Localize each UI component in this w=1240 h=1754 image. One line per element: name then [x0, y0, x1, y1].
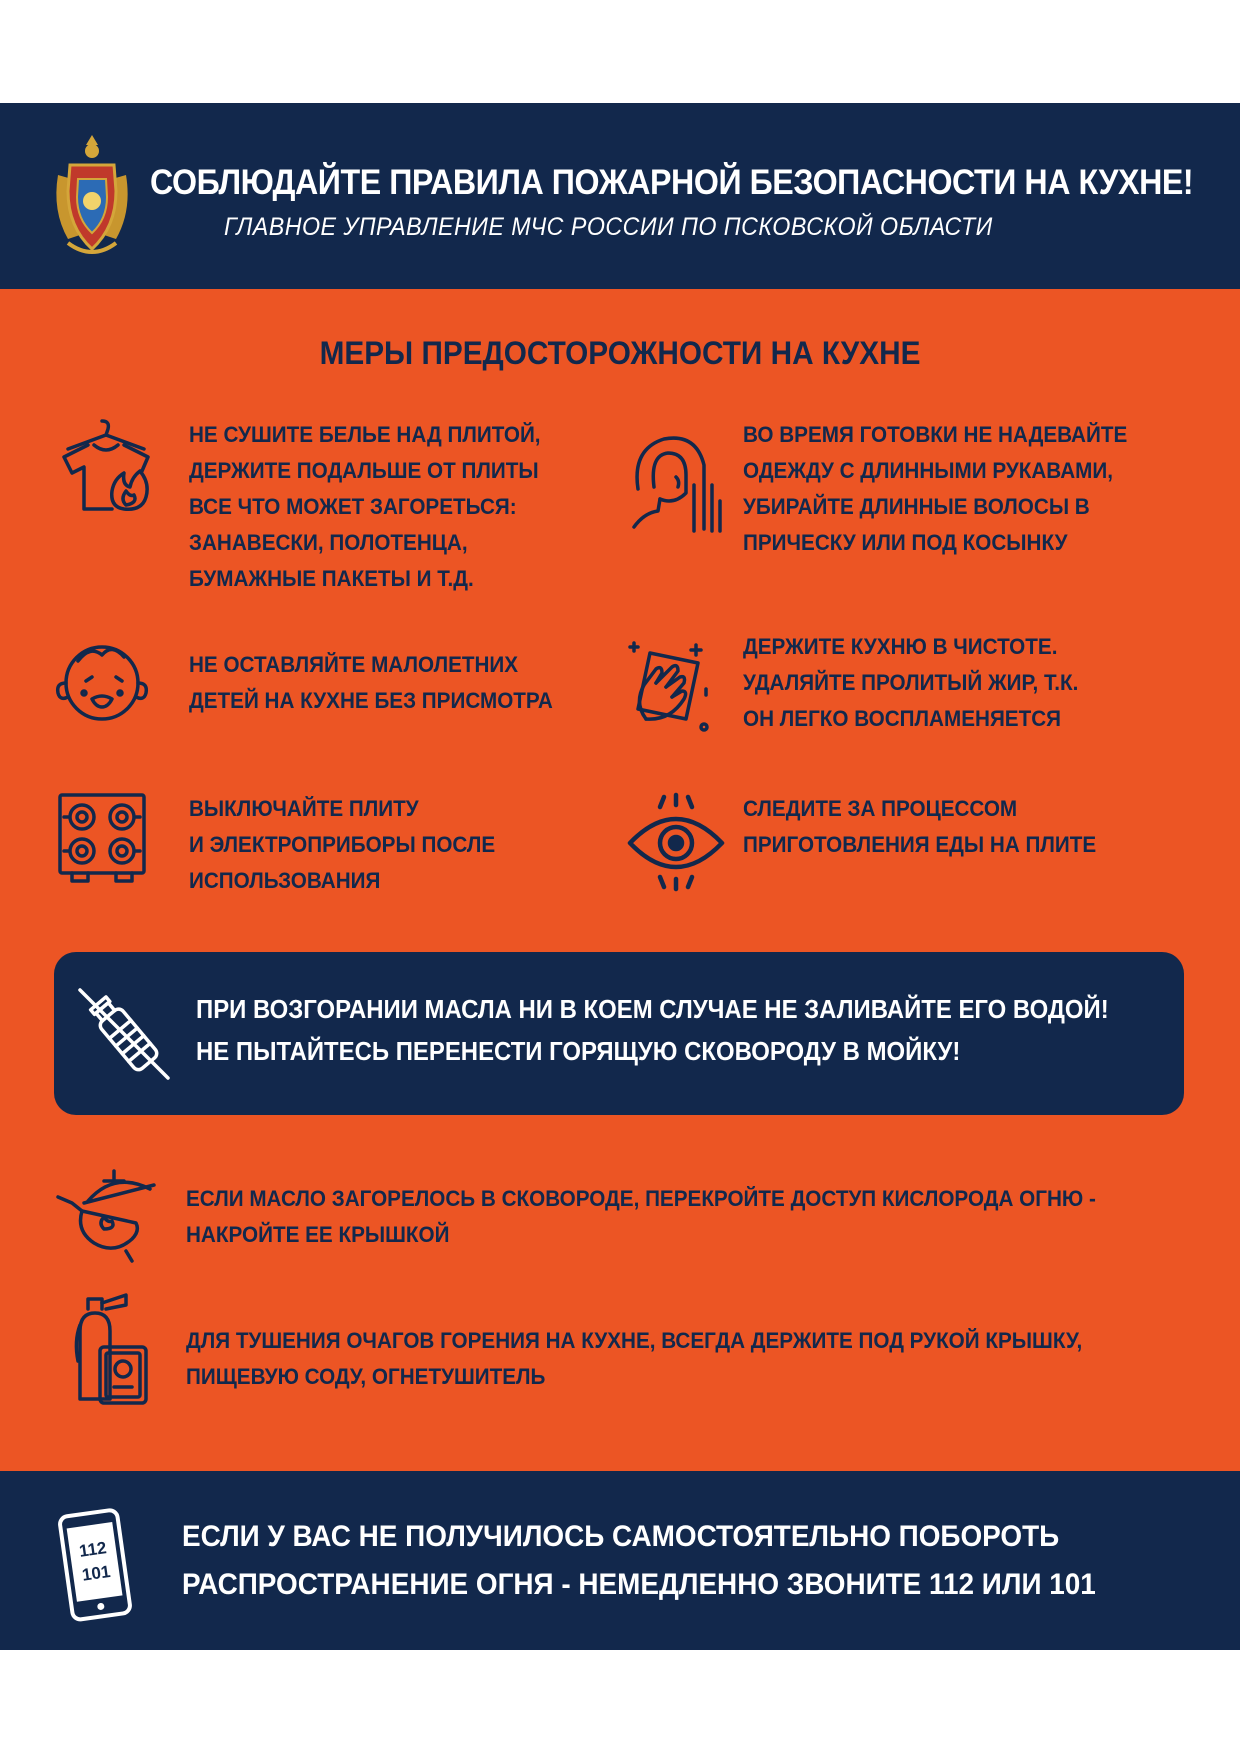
mchs-emblem-icon	[50, 131, 134, 263]
long-hair-icon	[624, 429, 728, 533]
tip-cover-pan: ЕСЛИ МАСЛО ЗАГОРЕЛОСЬ В СКОВОРОДЕ, ПЕРЕКРОЙТЕ ДОСТУП КИСЛОРОДА ОГНЮ - НАКРОЙТЕ ЕЕ КРЫШКОЙ	[186, 1186, 1096, 1247]
item-drying-clothes: НЕ СУШИТЕ БЕЛЬЕ НАД ПЛИТОЙ, ДЕРЖИТЕ ПОДАЛЬШЕ ОТ ПЛИТЫ ВСЕ ЧТО МОЖЕТ ЗАГОРЕТЬСЯ: ЗАНАВЕСКИ, ПОЛОТЕНЦА, БУМАЖНЫЕ ПАКЕТЫ И Т.Д.	[189, 422, 541, 591]
section-title: МЕРЫ ПРЕДОСТОРОЖНОСТИ НА КУХНЕ	[319, 335, 921, 371]
child-face-icon	[54, 637, 150, 727]
page-subtitle: ГЛАВНОЕ УПРАВЛЕНИЕ МЧС РОССИИ ПО ПСКОВСКОЙ ОБЛАСТИ	[224, 213, 993, 241]
item-clean-kitchen: ДЕРЖИТЕ КУХНЮ В ЧИСТОТЕ. УДАЛЯЙТЕ ПРОЛИТЫЙ ЖИР, Т.К. ОН ЛЕГКО ВОСПЛАМЕНЯЕТСЯ	[743, 634, 1079, 731]
phone-icon	[52, 1507, 136, 1623]
main-panel	[0, 289, 1240, 1471]
item-children: НЕ ОСТАВЛЯЙТЕ МАЛОЛЕТНИХ ДЕТЕЙ НА КУХНЕ БЕЗ ПРИСМОТРА	[189, 652, 553, 713]
page-title: СОБЛЮДАЙТЕ ПРАВИЛА ПОЖАРНОЙ БЕЗОПАСНОСТИ НА КУХНЕ!	[150, 163, 1194, 202]
no-water-bottle-icon	[74, 984, 174, 1084]
item-turn-off-stove: ВЫКЛЮЧАЙТЕ ПЛИТУ И ЭЛЕКТРОПРИБОРЫ ПОСЛЕ ИСПОЛЬЗОВАНИЯ	[189, 796, 496, 893]
stove-icon	[56, 791, 148, 885]
warning-box	[54, 952, 1184, 1115]
phone-number-101: 101	[80, 1561, 112, 1585]
tip-keep-extinguisher: ДЛЯ ТУШЕНИЯ ОЧАГОВ ГОРЕНИЯ НА КУХНЕ, ВСЕГДА ДЕРЖИТЕ ПОД РУКОЙ КРЫШКУ, ПИЩЕВУЮ СОДУ, ОГНЕТУШИТЕЛЬ	[186, 1328, 1083, 1389]
header-banner	[0, 103, 1240, 289]
eye-icon	[624, 789, 728, 893]
footer-banner	[0, 1471, 1240, 1650]
pan-lid-icon	[54, 1167, 170, 1265]
item-long-sleeves: ВО ВРЕМЯ ГОТОВКИ НЕ НАДЕВАЙТЕ ОДЕЖДУ С ДЛИННЫМИ РУКАВАМИ, УБИРАЙТЕ ДЛИННЫЕ ВОЛОСЫ В ПРИЧЕСКУ ИЛИ ПОД КОСЫНКУ	[743, 422, 1128, 555]
item-watch-cooking: СЛЕДИТЕ ЗА ПРОЦЕССОМ ПРИГОТОВЛЕНИЯ ЕДЫ НА ПЛИТЕ	[743, 796, 1097, 857]
footer-text: ЕСЛИ У ВАС НЕ ПОЛУЧИЛОСЬ САМОСТОЯТЕЛЬНО ПОБОРОТЬ РАСПРОСТРАНЕНИЕ ОГНЯ - НЕМЕДЛЕННО ЗВОНИТЕ 112 ИЛИ 101	[182, 1520, 1096, 1601]
phone-number-112: 112	[77, 1538, 108, 1561]
warning-text: ПРИ ВОЗГОРАНИИ МАСЛА НИ В КОЕМ СЛУЧАЕ НЕ ЗАЛИВАЙТЕ ЕГО ВОДОЙ! НЕ ПЫТАЙТЕСЬ ПЕРЕНЕСТИ ГОРЯЩУЮ СКОВОРОДУ В МОЙКУ!	[196, 994, 1109, 1066]
shirt-fire-icon	[54, 415, 158, 519]
cleaning-hand-icon	[626, 639, 722, 735]
extinguisher-icon	[70, 1291, 152, 1407]
